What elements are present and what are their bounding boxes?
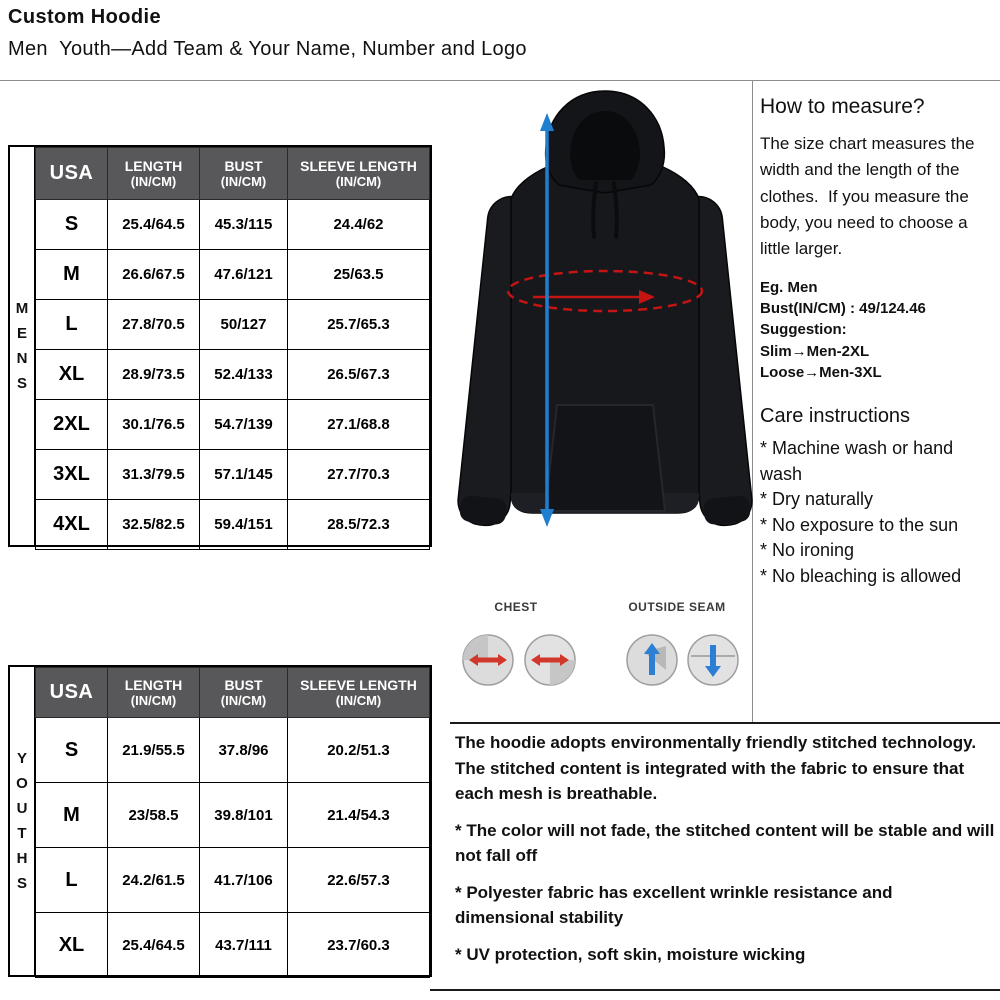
bust-cell: 57.1/145 (200, 450, 288, 500)
example-line: Bust(IN/CM) : 49/124.46 (760, 300, 926, 318)
length-cell: 25.4/64.5 (108, 200, 200, 250)
column-header-unit: (IN/CM) (220, 174, 267, 189)
column-header-label: LENGTH (124, 158, 183, 174)
size-row (36, 200, 430, 250)
group-label-letter: E (16, 325, 27, 342)
chest-label: CHEST (494, 600, 538, 614)
sleeve-cell: 25/63.5 (288, 250, 430, 300)
outside-seam-label: OUTSIDE SEAM (628, 600, 726, 614)
size-row (36, 500, 430, 550)
chest-fabric-swatch-icon (525, 635, 575, 685)
length-cell: 25.4/64.5 (108, 913, 200, 978)
length-cell: 21.9/55.5 (108, 718, 200, 783)
length-cell: 28.9/73.5 (108, 350, 200, 400)
seam-fabric-swatch-icon (688, 635, 738, 685)
size-row (36, 783, 430, 848)
example-line: Eg. Men (760, 278, 818, 296)
group-label-letter: Y (16, 750, 27, 767)
example-line: Suggestion: (760, 321, 847, 339)
column-header (200, 148, 288, 200)
sleeve-cell: 27.7/70.3 (288, 450, 430, 500)
sleeve-cell: 22.6/57.3 (288, 848, 430, 913)
hoodie-image (455, 85, 755, 605)
bust-cell: 54.7/139 (200, 400, 288, 450)
column-header-label: USA (49, 681, 94, 703)
page-title: Custom Hoodie (8, 6, 161, 28)
size-row (36, 250, 430, 300)
size-cell: XL (36, 350, 108, 400)
care-instructions-title: Care instructions (760, 405, 911, 428)
care-item: * No exposure to the sun (760, 514, 959, 535)
size-row (36, 718, 430, 783)
mens-size-table (8, 145, 432, 547)
size-cell: M (36, 783, 108, 848)
column-header-unit: (IN/CM) (130, 174, 177, 189)
sleeve-cell: 20.2/51.3 (288, 718, 430, 783)
column-header (288, 668, 430, 718)
column-header-unit: (IN/CM) (335, 174, 382, 189)
group-label-letter: S (16, 375, 27, 392)
sizing-example (760, 277, 994, 383)
length-cell: 27.8/70.5 (108, 300, 200, 350)
group-label-letter: S (16, 875, 27, 892)
note-bullet: * UV protection, soft skin, moisture wicking (455, 944, 806, 964)
size-table (35, 667, 430, 978)
bust-cell: 45.3/115 (200, 200, 288, 250)
size-row (36, 450, 430, 500)
example-line: Loose→Men-3XL (760, 363, 882, 381)
bust-cell: 41.7/106 (200, 848, 288, 913)
sleeve-cell: 27.1/68.8 (288, 400, 430, 450)
mens-group-label (10, 147, 35, 545)
sleeve-cell: 25.7/65.3 (288, 300, 430, 350)
note-bullet: * Polyester fabric has excellent wrinkle resistance and dimensional stability (455, 882, 893, 927)
bust-cell: 43.7/111 (200, 913, 288, 978)
size-cell: L (36, 300, 108, 350)
seam-fabric-swatch-icon (627, 635, 677, 685)
size-row (36, 350, 430, 400)
column-header (108, 148, 200, 200)
notes-intro: The hoodie adopts environmentally friendly stitched technology. The stitched content is integrated with the fabric to ensure that each mesh is breathable. (455, 733, 977, 803)
care-item: * No bleaching is allowed (760, 565, 962, 586)
bust-cell: 37.8/96 (200, 718, 288, 783)
page-subtitle: Men Youth—Add Team & Your Name, Number and Logo (8, 38, 527, 60)
column-header-label: BUST (224, 158, 263, 174)
how-to-measure-title: How to measure? (760, 95, 925, 118)
column-header-unit: (IN/CM) (130, 693, 177, 708)
care-item: * No ironing (760, 540, 855, 561)
column-header (36, 148, 108, 200)
bust-cell: 39.8/101 (200, 783, 288, 848)
bottom-divider (430, 989, 1000, 991)
kangaroo-pocket-outline (545, 405, 665, 511)
size-row (36, 913, 430, 978)
product-notes (455, 730, 995, 978)
length-cell: 23/58.5 (108, 783, 200, 848)
group-label-letter: M (15, 300, 29, 317)
length-cell: 31.3/79.5 (108, 450, 200, 500)
notes-bullets (455, 818, 995, 968)
column-header (288, 148, 430, 200)
column-header (200, 668, 288, 718)
bust-cell: 52.4/133 (200, 350, 288, 400)
length-cell: 26.6/67.5 (108, 250, 200, 300)
size-cell: 3XL (36, 450, 108, 500)
bust-cell: 47.6/121 (200, 250, 288, 300)
column-header-label: SLEEVE LENGTH (300, 158, 417, 174)
group-label-letter: O (16, 775, 28, 792)
header-divider (0, 80, 1000, 81)
column-header-label: BUST (224, 677, 263, 693)
size-cell: 4XL (36, 500, 108, 550)
youths-size-table (8, 665, 432, 977)
example-line: Slim→Men-2XL (760, 342, 870, 360)
header-row (36, 148, 430, 200)
note-bullet: * The color will not fade, the stitched content will be stable and will not fall off (455, 820, 995, 865)
how-to-measure-body: The size chart measures the width and the length of the clothes. If you measure the body, you need to choose a little larger. (760, 134, 980, 259)
size-cell: XL (36, 913, 108, 978)
column-header-unit: (IN/CM) (220, 693, 267, 708)
group-label-letter: U (16, 800, 28, 817)
bust-cell: 50/127 (200, 300, 288, 350)
group-label-letter: N (16, 350, 28, 367)
how-to-measure-panel (760, 95, 994, 589)
size-cell: S (36, 718, 108, 783)
length-cell: 32.5/82.5 (108, 500, 200, 550)
size-cell: L (36, 848, 108, 913)
care-instructions-list (760, 436, 994, 589)
column-header-label: LENGTH (124, 677, 183, 693)
size-cell: M (36, 250, 108, 300)
sleeve-cell: 28.5/72.3 (288, 500, 430, 550)
group-label-letter: H (16, 850, 28, 867)
size-cell: 2XL (36, 400, 108, 450)
bust-cell: 59.4/151 (200, 500, 288, 550)
length-cell: 24.2/61.5 (108, 848, 200, 913)
care-item: * Machine wash or hand wash (760, 438, 954, 484)
size-table (35, 147, 430, 550)
sleeve-cell: 24.4/62 (288, 200, 430, 250)
chest-fabric-swatch-icon (463, 635, 513, 685)
size-row (36, 400, 430, 450)
notes-top-divider (450, 722, 1000, 724)
size-row (36, 848, 430, 913)
length-cell: 30.1/76.5 (108, 400, 200, 450)
column-header-label: SLEEVE LENGTH (300, 677, 417, 693)
measure-swatch-icons (455, 620, 755, 698)
size-row (36, 300, 430, 350)
header-row (36, 668, 430, 718)
sleeve-cell: 26.5/67.3 (288, 350, 430, 400)
youths-group-label (10, 667, 35, 975)
column-header (36, 668, 108, 718)
size-cell: S (36, 200, 108, 250)
sleeve-cell: 23.7/60.3 (288, 913, 430, 978)
sleeve-cell: 21.4/54.3 (288, 783, 430, 848)
column-header-label: USA (49, 162, 94, 184)
care-item: * Dry naturally (760, 489, 874, 510)
column-header-unit: (IN/CM) (335, 693, 382, 708)
group-label-letter: T (17, 825, 27, 842)
column-header (108, 668, 200, 718)
